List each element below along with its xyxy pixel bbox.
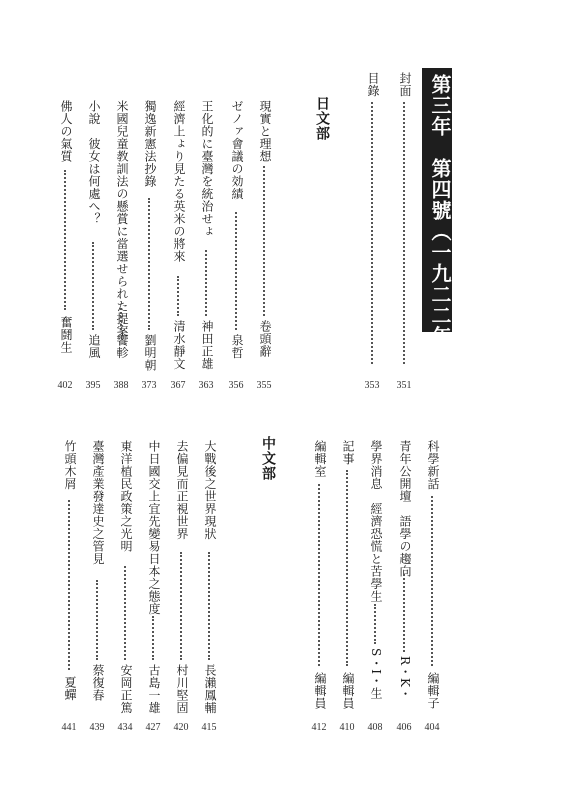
page-number: 356 — [228, 380, 244, 391]
toc-entry[interactable] — [203, 440, 217, 716]
entry-title: 竹頭木屑 — [63, 440, 77, 490]
entry-author: 清水靜文 — [172, 320, 186, 370]
page-number: 441 — [61, 722, 77, 733]
page-number: 353 — [364, 380, 380, 391]
toc-entry[interactable] — [143, 100, 157, 372]
entry-author: 神田正雄 — [200, 320, 214, 370]
toc-entry[interactable] — [87, 100, 101, 362]
toc-entry[interactable] — [230, 100, 244, 362]
page-number: 420 — [173, 722, 189, 733]
leader-dots — [124, 566, 130, 660]
toc-entry[interactable] — [59, 100, 73, 362]
page-number: 408 — [367, 722, 383, 733]
page-number: 388 — [113, 380, 129, 391]
page-number: 410 — [339, 722, 355, 733]
entry-title: 學界消息 經濟恐慌と苦學生 — [369, 440, 383, 603]
page-number: 355 — [256, 380, 272, 391]
leader-dots — [263, 166, 269, 316]
entry-author: 編輯員 — [313, 672, 327, 710]
toc-entry[interactable] — [313, 440, 327, 716]
entry-author: R・K・ — [398, 656, 412, 700]
leader-dots — [205, 250, 211, 316]
toc-entry[interactable] — [63, 440, 77, 716]
entry-title: 編輯室 — [313, 440, 327, 478]
entry-author: 泉哲 — [230, 334, 244, 359]
page-number: 434 — [117, 722, 133, 733]
leader-dots — [68, 500, 74, 670]
issue-heading — [422, 68, 452, 452]
leader-dots — [346, 470, 352, 666]
entry-title: 去偏見而正視世界 — [175, 440, 189, 540]
leader-dots — [92, 242, 98, 330]
entry-title: 中日國交上宜先變易日本之態度 — [147, 440, 161, 615]
entry-author: 劉明朝 — [143, 334, 157, 372]
page-number: 412 — [311, 722, 327, 733]
entry-title: 獨逸新憲法抄錄 — [143, 100, 157, 188]
leader-dots — [403, 102, 409, 364]
entry-author: 夏蟬 — [63, 676, 77, 701]
leader-dots — [120, 308, 126, 330]
page-number: 367 — [170, 380, 186, 391]
entry-author: 奮鬪生 — [59, 316, 73, 354]
leader-dots — [208, 552, 214, 660]
page-number: 402 — [57, 380, 73, 391]
leader-dots — [148, 198, 154, 330]
leader-dots — [374, 604, 380, 644]
entry-title: 科學新話 — [426, 440, 440, 490]
section-label-japanese: 日文部 — [314, 96, 330, 141]
page-number: 427 — [145, 722, 161, 733]
toc-entry[interactable] — [175, 440, 189, 716]
entry-author: 古島一雄 — [147, 664, 161, 714]
entry-author: 饗軫 — [115, 334, 129, 359]
entry-title: 記事 — [341, 440, 355, 465]
page-number: 439 — [89, 722, 105, 733]
entry-author: 長瀨鳳輔 — [203, 664, 217, 714]
page-number: 363 — [198, 380, 214, 391]
entry-author: 村川堅固 — [175, 664, 189, 714]
page-number: 351 — [396, 380, 412, 391]
entry-title: 米國兒童教訓法の懸賞に當選せられた提案 — [115, 100, 129, 338]
leader-dots — [371, 102, 377, 364]
leader-dots — [64, 170, 70, 310]
leader-dots — [235, 212, 241, 330]
toc-entry[interactable] — [398, 72, 412, 372]
entry-title: 目錄 — [366, 72, 380, 97]
toc-entry[interactable] — [398, 440, 412, 716]
toc-entry[interactable] — [426, 440, 440, 716]
toc-entry[interactable] — [91, 440, 105, 716]
toc-entry[interactable] — [369, 440, 383, 716]
toc-entry[interactable] — [119, 440, 133, 716]
page-number: 406 — [396, 722, 412, 733]
toc-entry[interactable] — [172, 100, 186, 370]
page-number: 373 — [141, 380, 157, 391]
issue-heading-text: 第三年 第四號（一九二二年七月十日） — [428, 74, 452, 452]
entry-author: 追風 — [87, 334, 101, 359]
section-label-chinese: 中文部 — [260, 436, 276, 481]
toc-entry[interactable] — [258, 100, 272, 362]
entry-author: 編輯子 — [426, 672, 440, 710]
leader-dots — [152, 616, 158, 660]
entry-author: S・I・生 — [369, 648, 383, 700]
entry-title: 東洋植民政策之光明 — [119, 440, 133, 553]
page-number: 415 — [201, 722, 217, 733]
entry-title: 經濟上ょり見たる英米の將來 — [172, 100, 186, 263]
entry-title: 青年公開壇 語學の趨向 — [398, 440, 412, 578]
entry-title: 封面 — [398, 72, 412, 97]
toc-entry[interactable] — [147, 440, 161, 716]
entry-title: 大戰後之世界現狀 — [203, 440, 217, 540]
toc-entry[interactable] — [366, 72, 380, 372]
page-number: 395 — [85, 380, 101, 391]
entry-title: 小說 彼女は何處へ？ — [87, 100, 101, 225]
page-number: 404 — [424, 722, 440, 733]
toc-entry[interactable] — [115, 100, 129, 362]
entry-author: 安岡正篤 — [119, 664, 133, 714]
entry-title: ゼノァ會議の効績 — [230, 100, 244, 200]
leader-dots — [403, 574, 409, 652]
entry-title: 現實と理想 — [258, 100, 272, 163]
leader-dots — [96, 580, 102, 660]
leader-dots — [180, 552, 186, 660]
entry-title: 佛人の氣質 — [59, 100, 73, 163]
leader-dots — [431, 496, 437, 666]
entry-author: 編輯員 — [341, 672, 355, 710]
leader-dots — [318, 484, 324, 666]
toc-entry[interactable] — [341, 440, 355, 716]
entry-title: 臺灣產業發達史之管見 — [91, 440, 105, 565]
entry-title: 王化的に臺灣を統治せょ — [200, 100, 214, 238]
entry-author: 蔡復春 — [91, 664, 105, 702]
leader-dots — [177, 276, 183, 316]
toc-entry[interactable] — [200, 100, 214, 370]
entry-author: 卷頭辭 — [258, 320, 272, 358]
